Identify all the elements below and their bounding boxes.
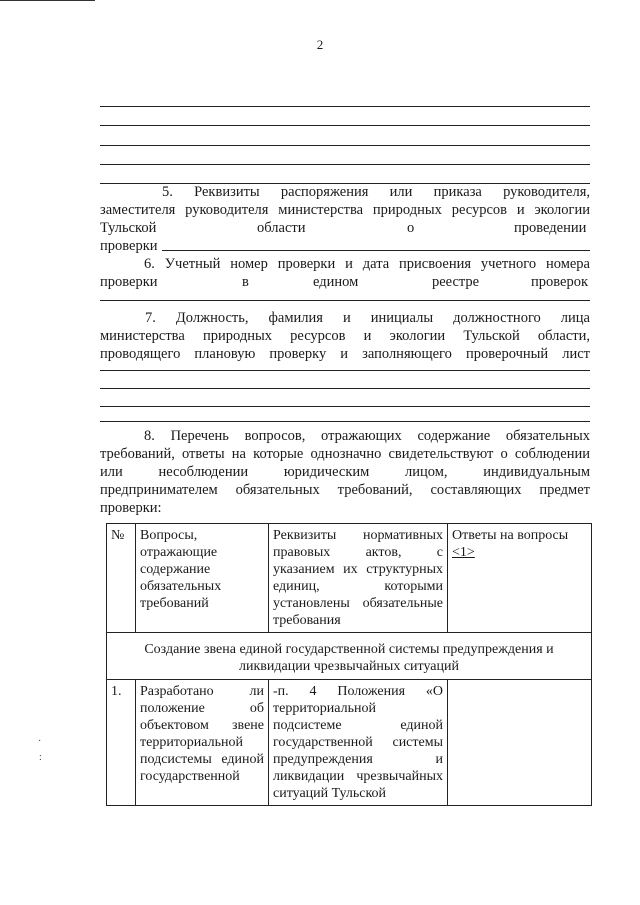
fill-line [100,300,590,301]
fill-line [100,388,590,389]
item-6-line-2-b: в [242,274,249,290]
fill-line [162,250,590,251]
fill-line [100,370,590,371]
item-7-line-2: министерства природных ресурсов и экологии Тульской области, [100,328,590,344]
item-5-line-3-mid1: области [257,220,306,236]
header-requisites: Реквизиты нормативных правовых актов, с указанием их структурных единиц, которыми установлены обязательные требования [269,524,448,633]
row-requisite: -п. 4 Положения «О территориальной подсистеме единой государственной системы предупреждения и ликвидации чрезвычайных ситуаций Тульской [269,680,448,806]
margin-mark: · [38,736,42,747]
item-5-line-3-mid2: о [407,220,415,236]
item-6-line-2-a: проверки [100,274,158,290]
section-row [107,633,592,680]
item-8-line-1: 8. Перечень вопросов, отражающих содержание обязательных [144,428,590,444]
item-6-line-2-e: проверок [531,274,589,290]
page-number: 2 [316,37,324,52]
item-6-line-2-d: реестре [432,274,480,290]
item-5-line-3-left: Тульской [100,220,157,236]
fill-line [100,164,590,165]
item-6-line-1: 6. Учетный номер проверки и дата присвоения учетного номера [144,256,590,272]
item-5-line-1: 5. Реквизиты распоряжения или приказа руководителя, [162,184,590,200]
item-7-line-3: проводящего плановую проверку и заполняющего проверочный лист [100,346,590,362]
header-answers [448,524,592,633]
header-num: № [107,524,136,633]
footnote-link[interactable]: <1> [452,545,475,560]
item-7-line-1: 7. Должность, фамилия и инициалы должностного лица [145,310,590,326]
row-answer[interactable] [448,680,592,806]
table-row [107,680,592,806]
item-8-line-4: предпринимателем обязательных требований, составляющих предмет [100,482,590,498]
item-5-line-4: проверки [100,238,158,254]
table-header-row [107,524,592,633]
corner-rule [0,0,95,1]
fill-line [100,145,590,146]
item-6-line-2-c: едином [313,274,359,290]
fill-line [100,125,590,126]
item-8-line-5: проверки: [100,500,162,516]
item-5-line-2: заместителя руководителя министерства природных ресурсов и экологии [100,202,590,218]
header-questions: Вопросы, отражающие содержание обязательных требований [136,524,269,633]
item-8-line-2: требований, ответы на которые однозначно свидетельствуют о соблюдении [100,446,590,462]
fill-line [100,421,590,422]
header-answers-label: Ответы на вопросы [452,528,569,543]
item-8-line-3: или несоблюдении юридическим лицом, индивидуальным [100,464,590,480]
margin-mark: : [39,752,42,763]
checklist-table [106,523,592,806]
item-5-line-3-right: проведении [514,220,587,236]
section-title: Создание звена единой государственной системы предупреждения и ликвидации чрезвычайных ситуаций [107,633,592,680]
row-question: Разработано ли положение об объектовом звене территориальной подсистемы единой государственной [136,680,269,806]
row-num: 1. [107,680,136,806]
fill-line [100,406,590,407]
fill-line [100,106,590,107]
